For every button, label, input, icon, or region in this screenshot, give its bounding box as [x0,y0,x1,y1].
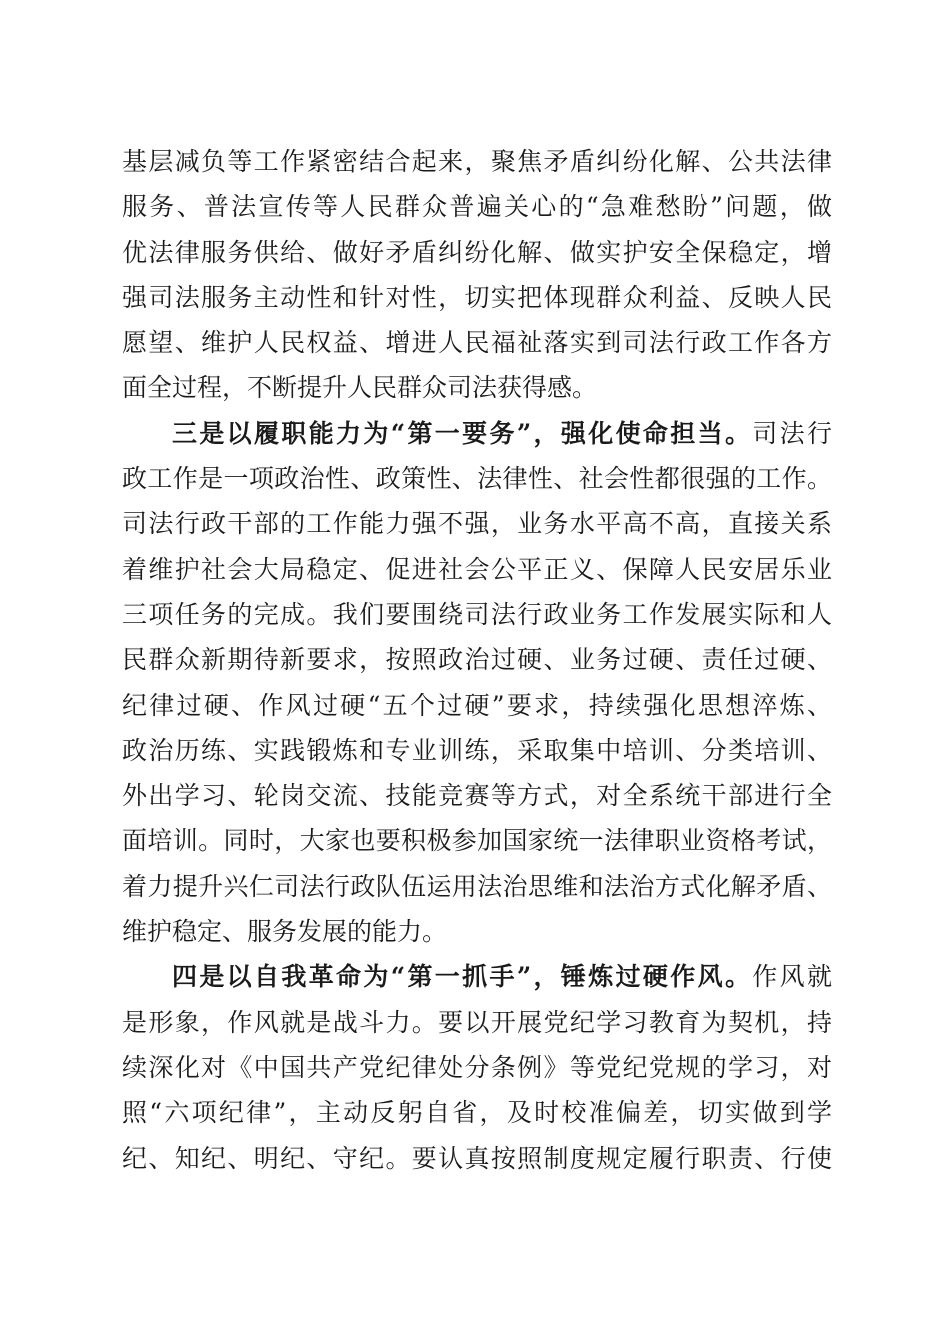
paragraph-line: 民群众新期待新要求，按照政治过硬、业务过硬、责任过硬、 [122,645,832,675]
paragraph-line: 服务、普法宣传等人民群众普遍关心的“急难愁盼”问题，做 [122,192,832,222]
paragraph-heading: 三是以履职能力为“第一要务”，强化使命担当。 [172,418,753,448]
paragraph-first-line-rest: 作风就 [752,962,832,992]
paragraph-first-line [122,411,832,456]
paragraph-line: 着维护社会大局稳定、促进社会公平正义、保障人民安居乐业 [122,554,832,584]
paragraph-heading: 四是以自我革命为“第一抓手”，锤炼过硬作风。 [172,962,753,992]
paragraph-line: 外出学习、轮岗交流、技能竞赛等方式，对全系统干部进行全 [122,781,832,811]
paragraph-2 [122,411,832,955]
paragraph-line: 照“六项纪律”，主动反躬自省，及时校准偏差，切实做到学 [122,1098,832,1128]
paragraph-first-line-rest: 司法行 [752,418,832,448]
paragraph-line: 是形象，作风就是战斗力。要以开展党纪学习教育为契机，持 [122,1007,832,1037]
paragraph-line: 面培训。同时，大家也要积极参加国家统一法律职业资格考试， [122,826,832,856]
paragraph-line: 续深化对《中国共产党纪律处分条例》等党纪党规的学习，对 [122,1052,832,1082]
paragraph-first-line [122,954,832,999]
paragraph-line: 愿望、维护人民权益、增进人民福祉落实到司法行政工作各方 [122,328,832,358]
paragraph-1 [122,139,832,411]
paragraph-line: 纪律过硬、作风过硬“五个过硬”要求，持续强化思想淬炼、 [122,690,832,720]
paragraph-line: 政治历练、实践锻炼和专业训练，采取集中培训、分类培训、 [122,735,832,765]
paragraph-line: 强司法服务主动性和针对性，切实把体现群众利益、反映人民 [122,282,832,312]
paragraph-line: 维护稳定、服务发展的能力。 [122,917,448,947]
paragraph-line: 着力提升兴仁司法行政队伍运用法治思维和法治方式化解矛盾、 [122,871,832,901]
paragraph-line: 纪、知纪、明纪、守纪。要认真按照制度规定履行职责、行使 [122,1143,832,1173]
paragraph-line: 三项任务的完成。我们要围绕司法行政业务工作发展实际和人 [122,599,832,629]
paragraph-line: 面全过程，不断提升人民群众司法获得感。 [122,373,598,403]
paragraph-line: 政工作是一项政治性、政策性、法律性、社会性都很强的工作。 [122,464,832,494]
paragraph-line: 基层减负等工作紧密结合起来，聚焦矛盾纠纷化解、公共法律 [122,147,832,176]
document-body [122,139,832,1181]
paragraph-3 [122,954,832,1180]
paragraph-line: 优法律服务供给、做好矛盾纠纷化解、做实护安全保稳定，增 [122,237,832,267]
paragraph-line: 司法行政干部的工作能力强不强，业务水平高不高，直接关系 [122,509,832,539]
